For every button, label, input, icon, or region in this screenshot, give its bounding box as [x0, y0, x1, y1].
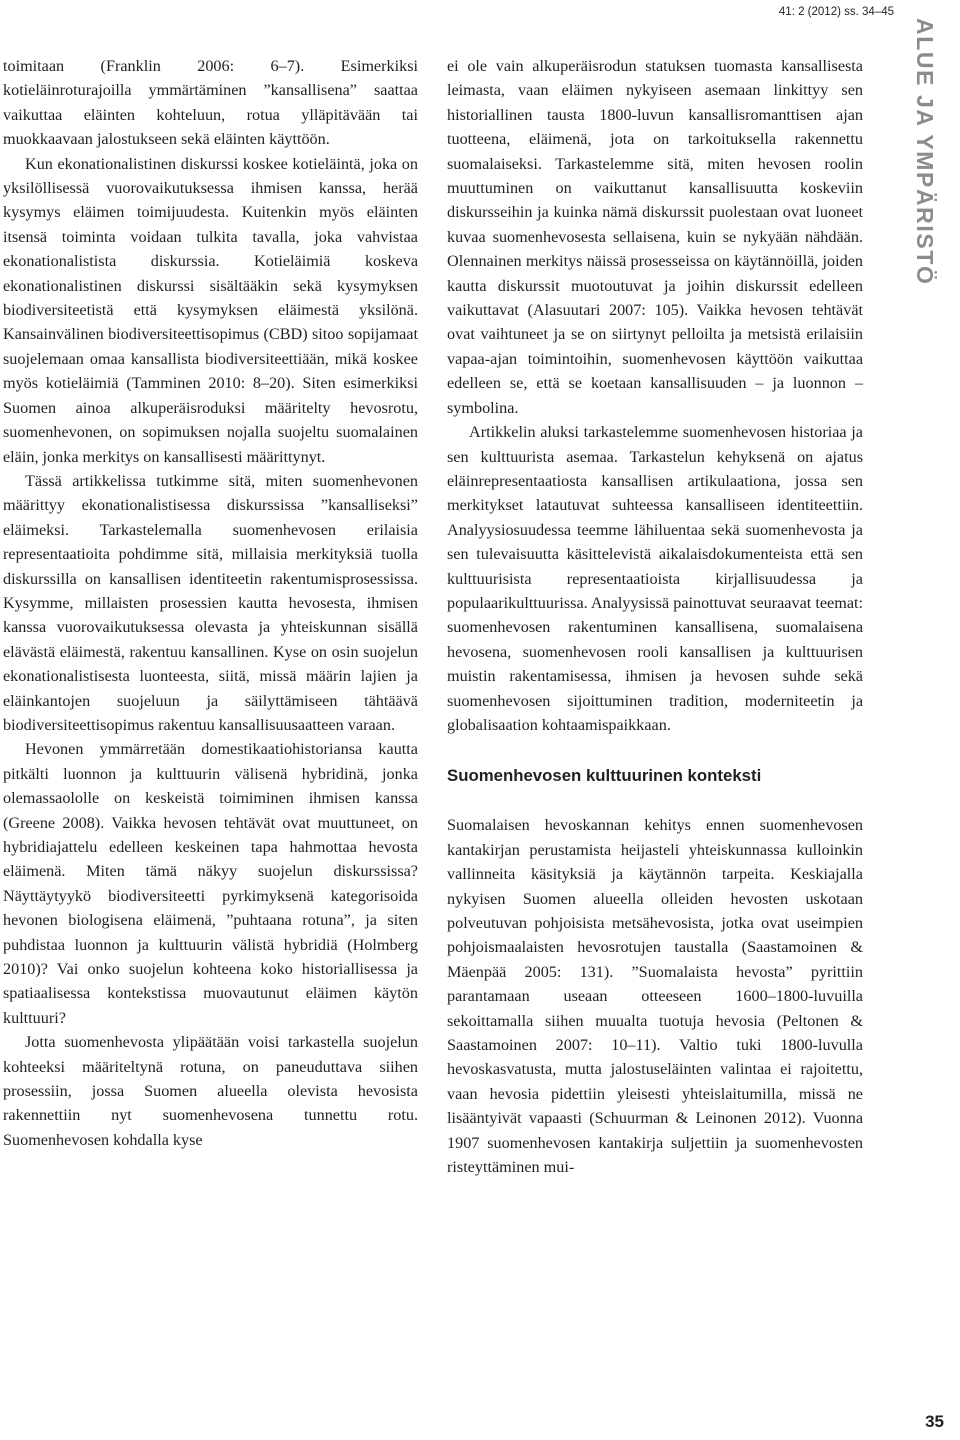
section-heading: Suomenhevosen kulttuurinen konteksti — [447, 766, 762, 786]
paragraph: Jotta suomenhevosta ylipäätään voisi tarkastella suojelun kohteeksi määriteltynä rotuna, on paneuduttava siihen prosessiin, jossa Suomen alueella olevista hevosista rakennettiin nyt suomenhevosena tunnettu rotu. Suomenhevosen kohdalla kyse — [3, 1033, 418, 1149]
right-column — [447, 54, 863, 1179]
paragraph: toimitaan (Franklin 2006: 6–7). Esimerkiksi kotieläinroturajoilla ymmärtäminen ”kansallisena” saattaa vaikuttaa eläinten kohteluun, rotua ylläpitävään tai muokkaavaan jalostukseen sekä eläinten käyttöön. — [3, 57, 418, 149]
paragraph: Tässä artikkelissa tutkimme sitä, miten suomenhevonen määrittyy ekonationalistisessa diskurssissa ”kansalliseksi” eläimeksi. Tarkastelemalla suomenhevosen erilaisia representaatioita pohdimme sitä, millaisia merkityksiä tuolla diskurssilla on kansallisen identiteetin rakentumisprosessissa. Kysymme, millaisten prosessien kautta hevosesta, ihmisen kanssa vuorovaikutuksessa olevasta ja yhteiskunnan sisällä elävästä eläimestä, rakentuu kansallinen. Kyse on osin suojelun ekonationalistisesta luonteesta, siitä, missä määrin lajien ja eläinkantojen suojeluun ja säilyttämiseen tähtäävä biodiversiteettisopimus rakentuu kansallisuusaatteen varaan. — [3, 471, 418, 734]
paragraph: Kun ekonationalistinen diskurssi koskee kotieläintä, joka on yksilöllisessä vuorovaikutuksessa ihmisen kanssa, herää kysymys eläimen toimijuudesta. Kuitenkin myös eläinten itsensä toiminta voidaan tulkita tavalla, joka vahvistaa ekonationalistista diskurssia. Kotieläimiä koskeva ekonationalistinen diskurssi sisältääkin sekä kysymyksen biodiversiteetistä että kysymyksen eläimestä yksilönä. Kansainvälinen biodiversiteettisopimus (CBD) sitoo sopijamaat suojelemaan omaa kansallista biodiversiteettiään, mikä koskee myös kotieläimiä (Tamminen 2010: 8–20). Siten esimerkiksi Suomen ainoa alkuperäisroduksi määritelty hevosrotu, suomenhevonen, on sopimuksen nojalla suojeltu suomalainen eläin, jonka merkitys on kansallisesti määrittynyt. — [3, 154, 418, 466]
journal-section-title: ALUE JA YMPÄRISTÖ — [912, 18, 938, 286]
page-number: 35 — [925, 1412, 944, 1431]
journal-citation: 41: 2 (2012) ss. 34–45 — [778, 6, 894, 18]
paragraph: Artikkelin aluksi tarkastelemme suomenhevosen historiaa ja sen kulttuurista asemaa. Tarkastelun kehyksenä on ajatus eläinrepresentaatiosta kansallisen artikulaationa, jossa sen merkitykset latautuvat suhteessa kansalliseen identiteettiin. Analyysiosuudessa teemme lähiluentaa sekä suomenhevosta ja sen tulevaisuutta käsittelevistä aikalaisdokumenteista että sen kulttuurisista representaatioista kirjallisuudessa ja populaarikulttuurissa. Analyysissä painottuvat seuraavat teemat: suomenhevosen rakentuminen kansallisena, suomalaisena hevosena, suomenhevosen rooli kansallisen ja kulttuurisen muistin rakentamisessa, ihmisen ja hevosen suhde sekä suomenhevosen sijoittuminen tradition, moderniteetin ja globalisaation kohtaamispaikkaan. — [447, 423, 863, 734]
paragraph: ei ole vain alkuperäisrodun statuksen tuomasta kansallisesta leimasta, vaan eläimen nykyiseen asemaan linkittyy sen historiallinen tausta 1800-luvun kansallisromanttisen ajan tuotteena, eläimenä, jota on tarkoituksella rakennettu suomalaiseksi. Tarkastelemme sitä, miten hevosen roolin muuttuminen on vaikuttanut kansallisuutta koskeviin diskursseihin ja kuinka nämä diskurssit puolestaan ovat luoneet kuvaa suomenhevosesta sellaisena, kuin se nykyään nähdään. Olennainen merkitys näissä prosesseissa on käytännöillä, joiden kautta diskurssit muotoutuvat ja joihin diskurssit edelleen vaikuttavat (Alasuutari 2007: 105). Vaikka hevosen tehtävät ovat vaihtuneet ja se on siirtynyt pelloilta ja metsistä erilaisiin vapaa-ajan toimintoihin, suomenhevosen käyttöön vaikuttaa edelleen se, että se koetaan kansallisuuden – ja luonnon – symbolina. — [447, 57, 863, 417]
left-column — [3, 54, 418, 1152]
paragraph: Hevonen ymmärretään domestikaatiohistoriansa kautta pitkälti luonnon ja kulttuurin välisenä hybridinä, jonka olemassaololle on keskeistä toimiminen ihmisen kanssa (Greene 2008). Vaikka hevosen tehtävät ovat muuttuneet, on hybridiajattelu edelleen keskeinen tapa hahmottaa hevosta eläimenä. Miten tämä näkyy suojelun diskurssissa? Näyttäytyykö biodiversiteetti pyrkimyksenä kategorisoida hevonen biologisena eläimenä, ”puhtaana rotuna”, ja siten puhdistaa luonnon ja kulttuurin välistä hybridiä (Holmberg 2010)? Vai onko suojelun kohteena koko historiallisessa ja spatiaalisessa kontekstissa muovautunut eläimen käytön kulttuuri? — [3, 740, 418, 1027]
paragraph: Suomalaisen hevoskannan kehitys ennen suomenhevosen kantakirjan perustamista heijasteli yhteiskunnassa kulloinkin vallinneita käsityksiä ja käytännön tarpeita. Keskiajalla nykyisen Suomen alueella olleiden hevosten uskotaan polveutuvan pohjoisista metsähevosista, jotka ovat useimpien pohjoismaalaisten hevosrotujen taustalla (Saastamoinen & Mäenpää 2005: 131). ”Suomalaista hevosta” pyrittiin parantamaan useaan otteeseen 1600–1800-luvuilla sekoittamalla siihen muualta tuotuja hevosia (Peltonen & Saastamoinen 2007: 10–11). Valtio tuki 1800-luvulla hevoskasvatusta, mutta jalostuseläinten valintaa ei rajoitettu, vaan hevosia pidettiin yleisesti yhteislaitumilla, missä ne lisääntyivät vapaasti (Schuurman & Leinonen 2012). Vuonna 1907 suomenhevosen kantakirja suljettiin ja suomenhevosten risteyttäminen mui- — [447, 816, 863, 1177]
